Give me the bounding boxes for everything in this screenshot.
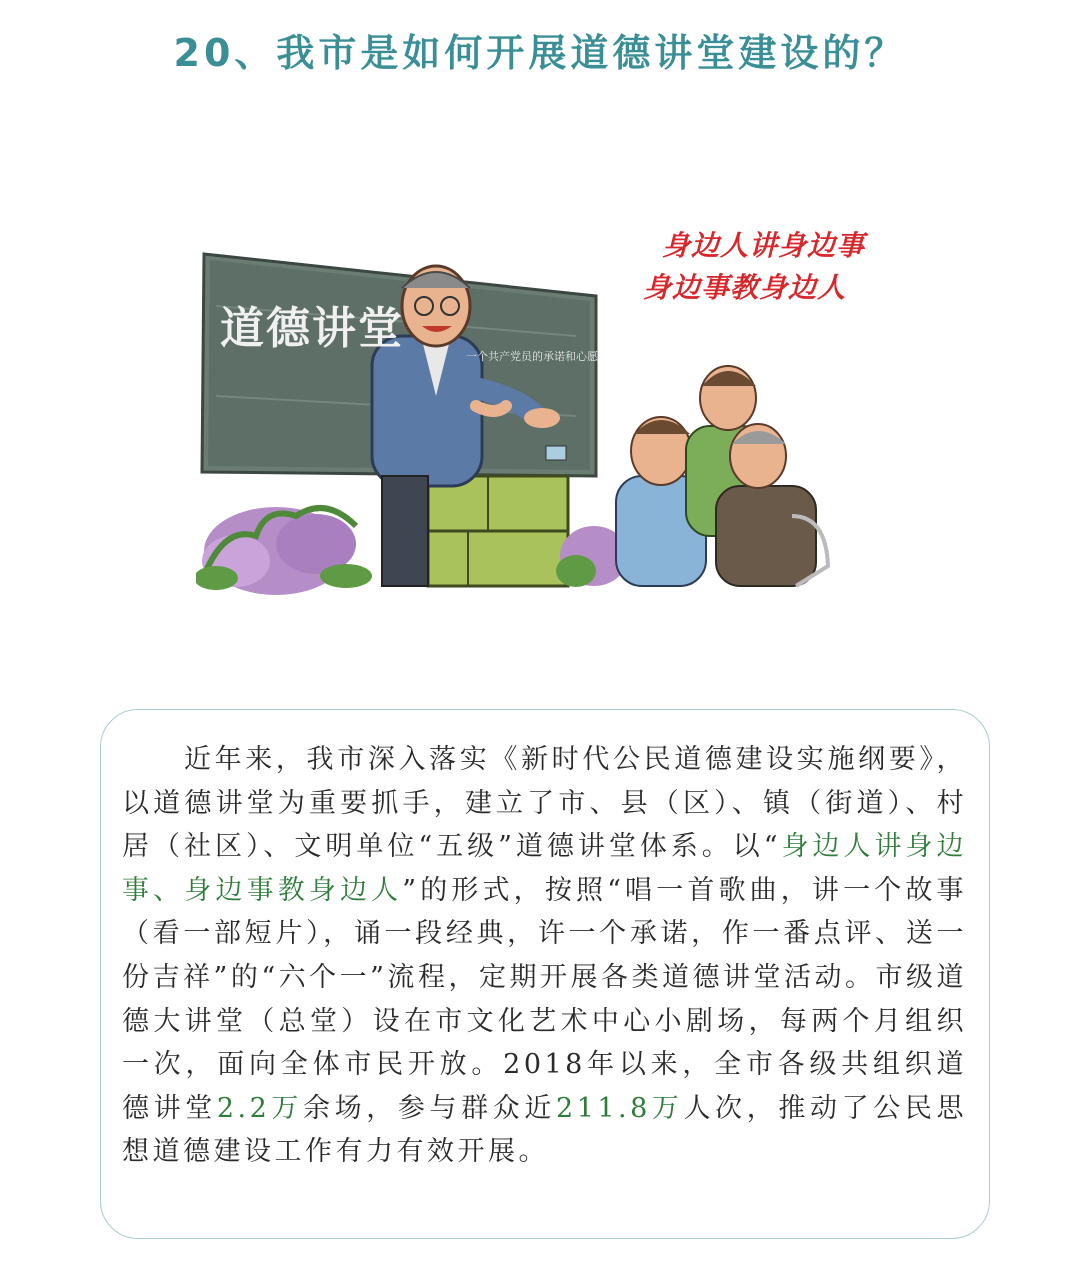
podium [428,476,568,586]
highlight-participant-count: 211.8万 [556,1092,684,1124]
slogan-line-1: 身边人讲身边事 [662,229,866,262]
highlight-session-count: 2.2万 [216,1092,304,1124]
slogan-line-2: 身边事教身边人 [643,271,847,304]
chalkboard-subtitle: 一个共产党员的承诺和心愿 [466,350,598,363]
paragraph-text-part-4: 人次，推动了公民思想道德建设工作有力有效开展。 [122,1092,968,1168]
paragraph-text-part-3: 余场，参与群众近 [303,1092,557,1124]
page-title: 20、我市是如何开展道德讲堂建设的？ [173,31,907,75]
body-paragraph [122,738,967,1174]
flower-bush-left [196,507,372,595]
highlight-slogan: 身边人讲身边事、身边事教身边人 [122,831,967,906]
chalkboard-title: 道德讲堂 [220,303,404,354]
paragraph-text-part-1: 近年来，我市深入落实《新时代公民道德建设实施纲要》，以道德讲堂为重要抓手，建立了市、县（区）、镇（街道）、村居（社区）、文明单位“五级”道德讲堂体系。以“ [122,744,967,863]
paragraph-text-part-2: ”的形式，按照“唱一首歌曲，讲一个故事（看一部短片），诵一段经典，许一个承诺，作一番点评、送一份吉祥”的“六个一”流程，定期开展各类道德讲堂活动。市级道德大讲堂（总堂）设在市文化艺术中心小剧场，每两个月组织一次，面向全体市民开放。2018年以来，全市各级共组织道德讲堂 [122,874,967,1124]
audience-group [616,366,828,586]
